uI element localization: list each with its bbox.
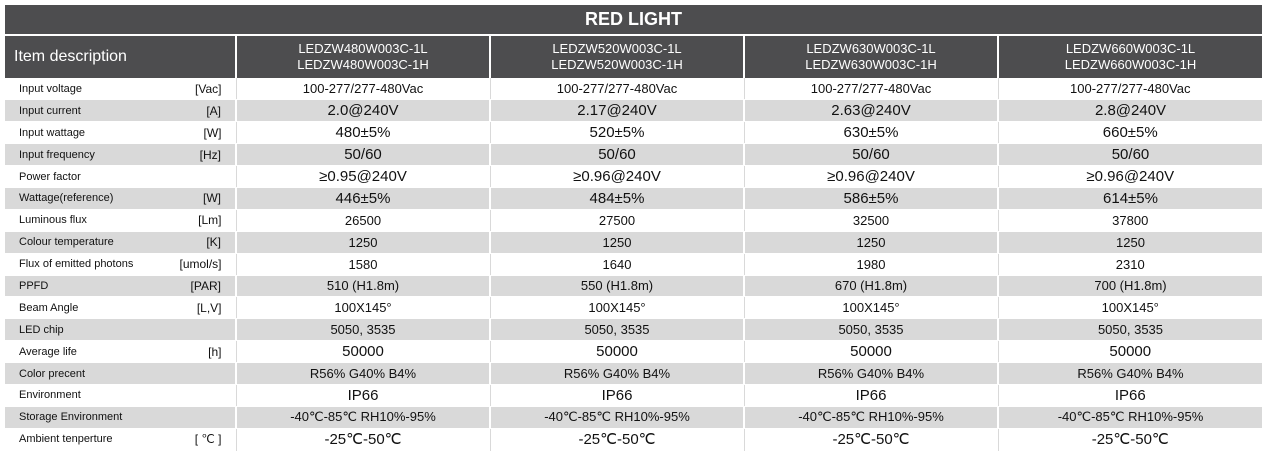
row-value: 50/60 [236, 144, 490, 166]
model-header [236, 36, 490, 78]
row-value: 50/60 [490, 144, 744, 166]
row-value: -25℃-50℃ [236, 428, 490, 450]
row-value: 50/60 [998, 144, 1262, 166]
row-value: R56% G40% B4% [744, 363, 998, 385]
row-value: IP66 [998, 384, 1262, 406]
row-value: 2.0@240V [236, 100, 490, 122]
row-unit: [h] [155, 341, 236, 363]
spec-body [5, 78, 1262, 450]
row-value: 50/60 [744, 144, 998, 166]
row-value: 50000 [490, 341, 744, 363]
row-value: 614±5% [998, 187, 1262, 209]
table-row [5, 187, 1262, 209]
row-label: Luminous flux [5, 209, 155, 231]
row-label: Ambient tenperture [5, 428, 155, 450]
row-unit: [W] [155, 187, 236, 209]
row-value: ≥0.95@240V [236, 166, 490, 188]
row-unit [155, 166, 236, 188]
row-value: 660±5% [998, 122, 1262, 144]
row-label: Input wattage [5, 122, 155, 144]
row-label: Storage Environment [5, 406, 155, 428]
row-value: 100X145° [236, 297, 490, 319]
row-unit: [umol/s] [155, 253, 236, 275]
model-name: LEDZW660W003C-1H [1064, 57, 1197, 72]
row-value: -40℃-85℃ RH10%-95% [744, 406, 998, 428]
table-row [5, 78, 1262, 100]
row-unit: [L,V] [155, 297, 236, 319]
row-value: IP66 [490, 384, 744, 406]
row-value: 100X145° [998, 297, 1262, 319]
row-label: Colour temperature [5, 231, 155, 253]
table-row [5, 122, 1262, 144]
row-label: PPFD [5, 275, 155, 297]
row-value: 2.63@240V [744, 100, 998, 122]
model-header [998, 36, 1262, 78]
row-value: 5050, 3535 [236, 319, 490, 341]
row-value: -40℃-85℃ RH10%-95% [236, 406, 490, 428]
row-value: -25℃-50℃ [998, 428, 1262, 450]
row-value: 5050, 3535 [998, 319, 1262, 341]
row-label: Beam Angle [5, 297, 155, 319]
row-value: 2310 [998, 253, 1262, 275]
row-unit: [ ℃ ] [155, 428, 236, 450]
row-value: 1640 [490, 253, 744, 275]
row-label: Average life [5, 341, 155, 363]
row-value: 100X145° [490, 297, 744, 319]
row-value: -40℃-85℃ RH10%-95% [490, 406, 744, 428]
row-value: R56% G40% B4% [236, 363, 490, 385]
row-value: -25℃-50℃ [744, 428, 998, 450]
row-value: 550 (H1.8m) [490, 275, 744, 297]
row-unit: [W] [155, 122, 236, 144]
table-title: RED LIGHT [5, 5, 1262, 36]
row-value: R56% G40% B4% [998, 363, 1262, 385]
row-label: Input current [5, 100, 155, 122]
table-row [5, 384, 1262, 406]
row-value: 50000 [744, 341, 998, 363]
row-label: Power factor [5, 166, 155, 188]
row-value: 1980 [744, 253, 998, 275]
model-name: LEDZW660W003C-1L [1065, 41, 1196, 56]
table-row [5, 406, 1262, 428]
row-value: 1250 [490, 231, 744, 253]
row-value: 1250 [236, 231, 490, 253]
row-value: 50000 [236, 341, 490, 363]
row-unit: [Hz] [155, 144, 236, 166]
row-value: 700 (H1.8m) [998, 275, 1262, 297]
row-value: 510 (H1.8m) [236, 275, 490, 297]
row-value: 484±5% [490, 187, 744, 209]
model-header [490, 36, 744, 78]
row-value: 27500 [490, 209, 744, 231]
model-name: LEDZW480W003C-1L [298, 41, 428, 56]
spec-sheet [5, 5, 1262, 451]
row-value: ≥0.96@240V [998, 166, 1262, 188]
row-value: 1250 [998, 231, 1262, 253]
table-row [5, 209, 1262, 231]
row-value: 26500 [236, 209, 490, 231]
model-name: LEDZW520W003C-1L [552, 41, 682, 56]
row-value: 100-277/277-480Vac [236, 78, 490, 100]
spec-table [5, 36, 1262, 451]
row-value: 630±5% [744, 122, 998, 144]
table-row [5, 428, 1262, 450]
table-row [5, 253, 1262, 275]
table-row [5, 100, 1262, 122]
row-unit: [Lm] [155, 209, 236, 231]
row-value: 1250 [744, 231, 998, 253]
row-value: 50000 [998, 341, 1262, 363]
row-value: 670 (H1.8m) [744, 275, 998, 297]
row-unit: [Vac] [155, 78, 236, 100]
row-unit: [K] [155, 231, 236, 253]
model-name: LEDZW630W003C-1L [806, 41, 936, 56]
row-label: Input frequency [5, 144, 155, 166]
row-value: 37800 [998, 209, 1262, 231]
row-value: -25℃-50℃ [490, 428, 744, 450]
table-row [5, 319, 1262, 341]
table-row [5, 363, 1262, 385]
row-label: LED chip [5, 319, 155, 341]
row-value: 586±5% [744, 187, 998, 209]
table-row [5, 144, 1262, 166]
model-name: LEDZW630W003C-1H [805, 57, 937, 72]
row-unit [155, 319, 236, 341]
row-unit [155, 406, 236, 428]
row-value: 1580 [236, 253, 490, 275]
item-description-header: Item description [5, 36, 236, 78]
row-value: -40℃-85℃ RH10%-95% [998, 406, 1262, 428]
row-label: Color precent [5, 363, 155, 385]
row-unit: [A] [155, 100, 236, 122]
table-row [5, 341, 1262, 363]
row-value: 2.17@240V [490, 100, 744, 122]
model-header [744, 36, 998, 78]
table-row [5, 231, 1262, 253]
table-row [5, 297, 1262, 319]
row-value: ≥0.96@240V [744, 166, 998, 188]
row-value: 100-277/277-480Vac [998, 78, 1262, 100]
row-unit [155, 363, 236, 385]
row-value: 32500 [744, 209, 998, 231]
row-value: 2.8@240V [998, 100, 1262, 122]
row-value: R56% G40% B4% [490, 363, 744, 385]
row-value: 480±5% [236, 122, 490, 144]
row-label: Flux of emitted photons [5, 253, 155, 275]
row-unit [155, 384, 236, 406]
model-name: LEDZW520W003C-1H [551, 57, 683, 72]
row-value: 100-277/277-480Vac [744, 78, 998, 100]
header-row [5, 36, 1262, 78]
row-unit: [PAR] [155, 275, 236, 297]
row-label: Environment [5, 384, 155, 406]
row-value: IP66 [744, 384, 998, 406]
row-value: 520±5% [490, 122, 744, 144]
table-row [5, 166, 1262, 188]
row-label: Wattage(reference) [5, 187, 155, 209]
row-label: Input voltage [5, 78, 155, 100]
row-value: ≥0.96@240V [490, 166, 744, 188]
row-value: IP66 [236, 384, 490, 406]
table-row [5, 275, 1262, 297]
row-value: 100X145° [744, 297, 998, 319]
row-value: 5050, 3535 [490, 319, 744, 341]
row-value: 5050, 3535 [744, 319, 998, 341]
row-value: 446±5% [236, 187, 490, 209]
model-name: LEDZW480W003C-1H [297, 57, 429, 72]
row-value: 100-277/277-480Vac [490, 78, 744, 100]
